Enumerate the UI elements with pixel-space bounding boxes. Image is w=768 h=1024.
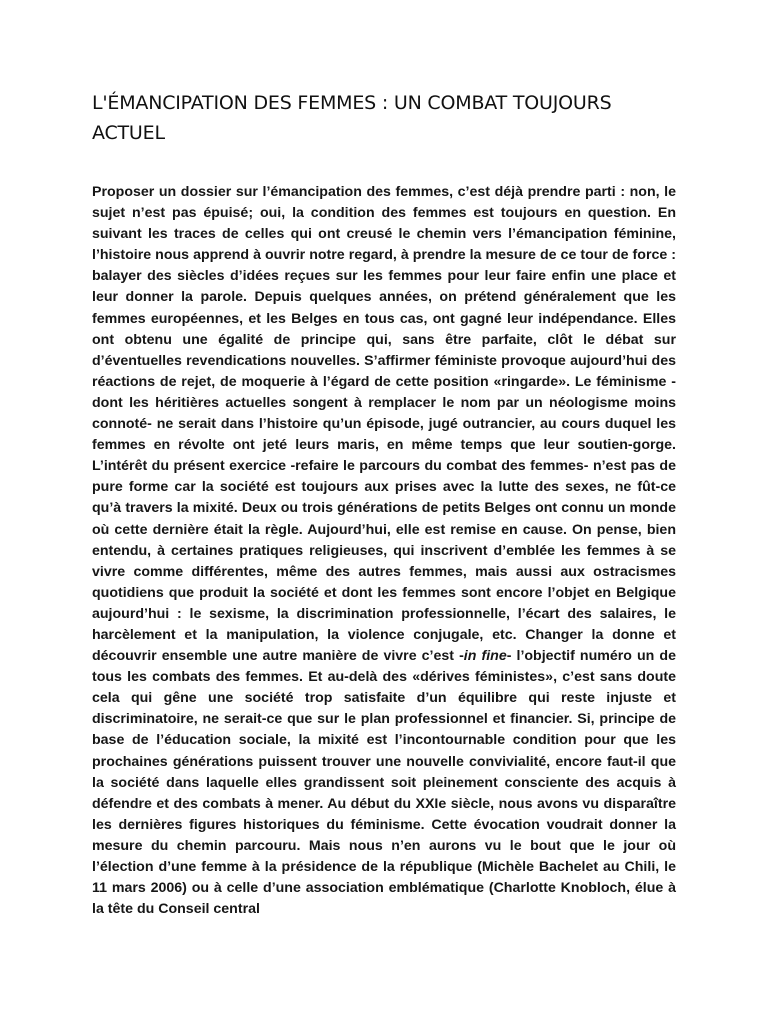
body-paragraph	[92, 182, 676, 920]
body-text-part-1: Proposer un dossier sur l’émancipation des femmes, c’est déjà prendre parti : non, le sujet n’est pas épuisé; oui, la condition des femmes est toujours en question. En suivant les traces de celles qui ont creusé le chemin vers l’émancipation féminine, l’histoire nous apprend à ouvrir notre regard, à prendre la mesure de ce tour de force : balayer des siècles d’idées reçues sur les femmes pour leur faire enfin une place et leur donner la parole. Depuis quelques années, on prétend généralement que les femmes européennes, et les Belges en tous cas, ont gagné leur indépendance. Elles ont obtenu une égalité de principe qui, sans être parfaite, clôt le débat sur d’éventuelles revendications nouvelles. S’affirmer féministe provoque aujourd’hui des réactions de rejet, de moquerie à l’égard de cette position «ringarde». Le féminisme -dont les héritières actuelles songent à remplacer le nom par un néologisme moins connoté- ne serait dans l’histoire qu’un épisode, jugé outrancier, au cours duquel les femmes en révolte ont jeté leurs maris, en même temps que leur soutien-gorge. L’intérêt du présent exercice -refaire le parcours du combat des femmes- n’est pas de pure forme car la société est toujours aux prises avec la lutte des sexes, ne fût-ce qu’à travers la mixité. Deux ou trois générations de petits Belges ont connu un monde où cette dernière était la règle. Aujourd’hui, elle est remise en cause. On pense, bien entendu, à certaines pratiques religieuses, qui inscrivent d’emblée les femmes à se vivre comme différentes, même des autres femmes, mais aussi aux ostracismes quotidiens que produit la société et dont les femmes sont encore l’objet en Belgique aujourd’hui : le sexisme, la discrimination professionnelle, l’écart des salaires, le harcèlement et la manipulation, la violence conjugale, etc. Changer la donne et découvrir ensemble une autre manière de vivre c’est -	[92, 184, 676, 665]
body-text-italic-phrase: in fine	[463, 648, 507, 665]
document-title: L'ÉMANCIPATION DES FEMMES : UN COMBAT TOUJOURS ACTUEL	[92, 92, 612, 144]
body-text-part-2: - l’objectif numéro un de tous les combats des femmes. Et au-delà des «dérives féministes», c’est sans doute cela qui gêne une société trop satisfaite d’un équilibre qui reste injuste et discriminatoire, ne serait-ce que sur le plan professionnel et financier. Si, principe de base de l’éducation sociale, la mixité est l’incontournable condition pour que les prochaines générations puissent trouver une nouvelle convivialité, encore faut-il que la société dans laquelle elles grandissent soit pleinement consciente des acquis à défendre et des combats à mener. Au début du XXIe siècle, nous avons vu disparaître les dernières figures historiques du féminisme. Cette évocation voudrait donner la mesure du chemin parcouru. Mais nous n’en aurons vu le bout que le jour où l’élection d’une femme à la présidence de la république (Michèle Bachelet au Chili, le 11 mars 2006) ou à celle d’une association emblématique (Charlotte Knobloch, élue à la tête du Conseil central	[92, 648, 676, 918]
